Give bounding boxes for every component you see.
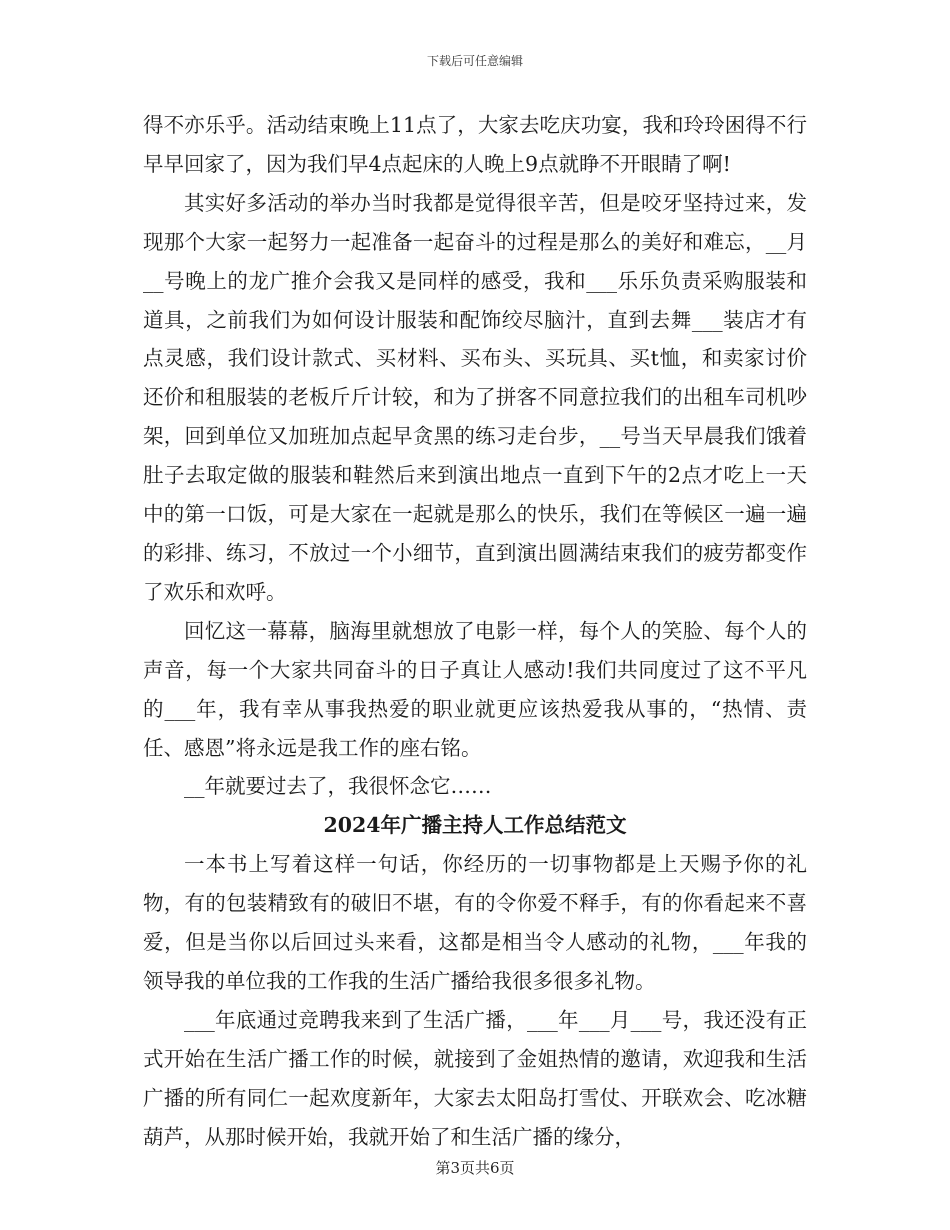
paragraph: 一本书上写着这样一句话，你经历的一切事物都是上天赐予你的礼物，有的包装精致有的破旧不堪，有的令你爱不释手，有的你看起来不喜爱，但是当你以后回过头来看，这都是相当令人感动的礼物，___年我的领导我的单位我的工作我的生活广播给我很多很多礼物。 bbox=[143, 852, 807, 993]
section-title: 2024年广播主持人工作总结范文 bbox=[323, 813, 627, 838]
paragraph: __年就要过去了，我很怀念它…… bbox=[184, 774, 492, 799]
document-body bbox=[143, 106, 807, 1156]
paragraph: 回忆这一幕幕，脑海里就想放了电影一样，每个人的笑脸、每个人的声音，每一个大家共同奋斗的日子真让人感动!我们共同度过了这不平凡的___年，我有幸从事我热爱的职业就更应该热爱我从事的，“热情、责任、感恩”将永远是我工作的座右铭。 bbox=[143, 618, 807, 760]
page-number: 第3页共6页 bbox=[435, 1159, 515, 1177]
page-header: 下载后可任意编辑 bbox=[426, 54, 523, 68]
paragraph: 其实好多活动的举办当时我都是觉得很辛苦，但是咬牙坚持过来，发现那个大家一起努力一起准备一起奋斗的过程是那么的美好和难忘，__月__号晚上的龙广推介会我又是同样的感受，我和___乐乐负责采购服装和道具，之前我们为如何设计服装和配饰绞尽脑汁，直到去舞___装店才有点灵感，我们设计款式、买材料、买布头、买玩具、买t恤，和卖家讨价还价和租服装的老板斤斤计较，和为了拼客不同意拉我们的出租车司机吵架，回到单位又加班加点起早贪黑的练习走台步，__号当天早晨我们饿着肚子去取定做的服装和鞋然后来到演出地点一直到下午的2点才吃上一天中的第一口饭，可是大家在一起就是那么的快乐，我们在等候区一遍一遍的彩排、练习，不放过一个小细节，直到演出圆满结束我们的疲劳都变作了欢乐和欢呼。 bbox=[143, 190, 807, 604]
paragraph: 得不亦乐乎。活动结束晚上11点了，大家去吃庆功宴，我和玲玲困得不行早早回家了，因为我们早4点起床的人晚上9点就睁不开眼睛了啊! bbox=[143, 113, 807, 176]
paragraph: ___年底通过竞聘我来到了生活广播，___年___月___号，我还没有正式开始在生活广播工作的时候，就接到了金姐热情的邀请，欢迎我和生活广播的所有同仁一起欢度新年，大家去太阳岛打雪仗、开联欢会、吃冰糖葫芦，从那时候开始，我就开始了和生活广播的缘分， bbox=[143, 1007, 807, 1149]
